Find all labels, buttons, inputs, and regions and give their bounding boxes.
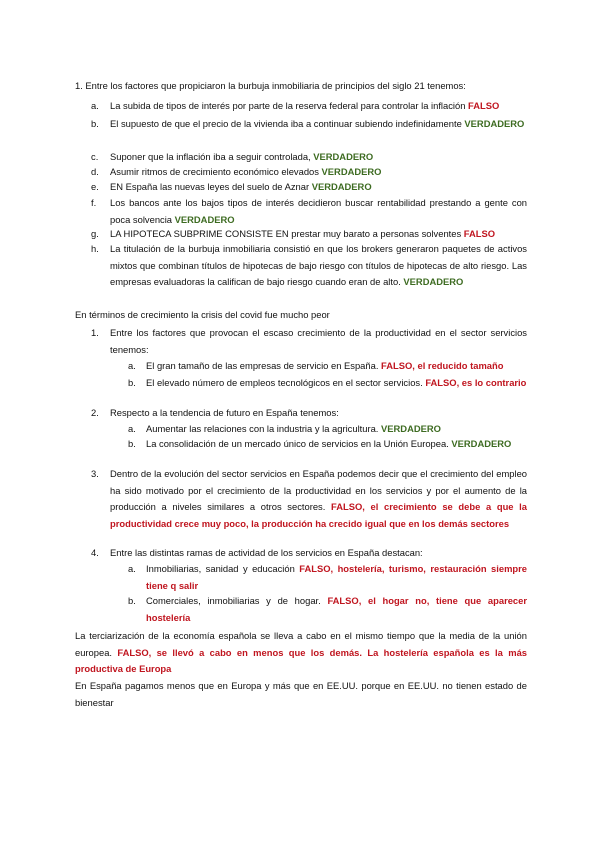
final-paragraph: En España pagamos menos que en Europa y más que en EE.UU. porque en EE.UU. no tienen estado de bienestar (75, 680, 527, 708)
q1-title: 1. Entre los factores que propiciaron la burbuja inmobiliaria de principios del siglo 21 tenemos: (75, 80, 466, 91)
covid-line: En términos de crecimiento la crisis del covid fue mucho peor (75, 309, 330, 320)
q1-item-b-answer: VERDADERO (464, 118, 525, 129)
q1-item-a-answer: FALSO (468, 100, 500, 111)
q2-item-3-answer: FALSO, el crecimiento se debe a que la productividad crece muy poco, la producción ha crecido igual que en los demás sectores (110, 501, 527, 529)
q2-2-label-a: a. (128, 423, 136, 434)
q2-4-item-b-answer: FALSO, el hogar no, tiene que aparecer hostelería (146, 595, 528, 623)
q2-1-item-b-answer: FALSO, es lo contrario (425, 377, 527, 388)
q1-item-a-text: La subida de tipos de interés por parte de la reserva federal para controlar la inflación (110, 100, 466, 111)
q2-1-label-b: b. (128, 377, 136, 388)
q2-1-item-a-text: El gran tamaño de las empresas de servicio en España. (146, 360, 379, 371)
q2-4-label-a: a. (128, 563, 136, 574)
q1-item-d-answer: VERDADERO (321, 166, 382, 177)
tercia-answer: FALSO, se llevó a cabo en menos que los demás. La hostelería española es la más productiva de Europa (75, 646, 527, 674)
q1-item-h-answer: VERDADERO (403, 276, 464, 287)
q1-label-c: c. (91, 151, 99, 162)
q1-item-g-answer: FALSO (463, 228, 496, 239)
q2-1-item-b (146, 375, 527, 392)
q2-item-4: Entre las distintas ramas de actividad de los servicios en España destacan: (110, 547, 423, 558)
q1-item-b-text: El supuesto de que el precio de la vivienda iba a continuar subiendo indefinidamente (110, 118, 462, 129)
q2-item-1: Entre los factores que provocan el escaso crecimiento de la productividad en el sector servicios tenemos: (110, 327, 527, 355)
q2-2-item-b-text: La consolidación de un mercado único de servicios en la Unión Europea. (146, 438, 449, 449)
q1-item-e (110, 179, 530, 196)
q2-2-item-a-answer: VERDADERO (381, 423, 441, 434)
q2-2-label-b: b. (128, 438, 136, 449)
q1-label-h: h. (91, 243, 99, 254)
q1-label-b: b. (91, 118, 99, 129)
q1-item-g-text: LA HIPOTECA SUBPRIME CONSISTE EN prestar muy barato a personas solventes (110, 228, 462, 239)
q2-item-2: Respecto a la tendencia de futuro en España tenemos: (110, 407, 339, 418)
q1-label-a: a. (91, 100, 99, 111)
q1-item-h-text: La titulación de la burbuja inmobiliaria consistió en que los brokers generaron paquetes de activos mixtos que combinan títulos de hipotecas de bajo riesgo con títulos de hipotecas de alto riesgo. Las empresas evaluadoras la califican de bajo riesgo cuando eran de alto. (110, 243, 527, 287)
tercia-paragraph (75, 628, 527, 678)
q2-4-label-b: b. (128, 595, 136, 606)
q2-label-3: 3. (91, 468, 99, 479)
q1-item-f-answer: VERDADERO (174, 213, 235, 225)
q2-label-2: 2. (91, 407, 99, 418)
q1-label-g: g. (91, 228, 99, 239)
q1-item-h (110, 241, 527, 291)
q2-4-item-a (146, 561, 527, 594)
q1-item-e-text: EN España las nuevas leyes del suelo de Aznar (110, 181, 310, 192)
q2-1-item-a-answer: FALSO, el reducido tamaño (381, 360, 504, 371)
tercia-text: La terciarización de la economía española se lleva a cabo en el mismo tiempo que la media de la unión europea. (75, 630, 527, 658)
q2-item-3-text: Dentro de la evolución del sector servicios en España podemos decir que el crecimiento del empleo ha sido motivado por el crecimiento de la productividad en los servicios y por el aumento de la producción a niveles similares a otros sectores. (110, 468, 527, 512)
q2-2-item-b (146, 436, 527, 453)
q2-4-item-b-text: Comerciales, inmobiliarias y de hogar. (146, 595, 321, 606)
q2-2-item-b-answer: VERDADERO (451, 438, 512, 449)
q2-item-3 (110, 466, 527, 532)
q2-1-item-a (146, 358, 530, 375)
q2-2-item-a-text: Aumentar las relaciones con la industria y la agricultura. (146, 423, 379, 434)
q1-item-d-text: Asumir ritmos de crecimiento económico elevados (110, 166, 319, 177)
q1-label-d: d. (91, 166, 99, 177)
q1-label-e: e. (91, 181, 99, 192)
q2-4-item-a-text: Inmobiliarias, sanidad y educación (146, 563, 295, 574)
q2-1-label-a: a. (128, 360, 136, 371)
q1-item-b (110, 116, 527, 133)
q1-item-f (110, 195, 527, 228)
q2-4-item-a-answer: FALSO, hostelería, turismo, restauración siempre tiene q salir (146, 563, 528, 591)
q2-4-item-b (146, 593, 527, 626)
q1-item-c-text: Suponer que la inflación iba a seguir controlada, (110, 151, 311, 162)
q2-1-item-b-text: El elevado número de empleos tecnológicos en el sector servicios. (146, 377, 423, 388)
q2-label-4: 4. (91, 547, 99, 558)
q1-item-f-text: Los bancos ante los bajos tipos de interés decidieron buscar rentabilidad prestando a gente con poca solvencia (110, 197, 527, 225)
q1-item-e-answer: VERDADERO (311, 181, 372, 192)
q1-label-f: f. (91, 197, 97, 208)
q2-label-1: 1. (91, 327, 99, 338)
q1-item-c-answer: VERDADERO (313, 151, 374, 162)
q1-item-a (110, 98, 530, 115)
